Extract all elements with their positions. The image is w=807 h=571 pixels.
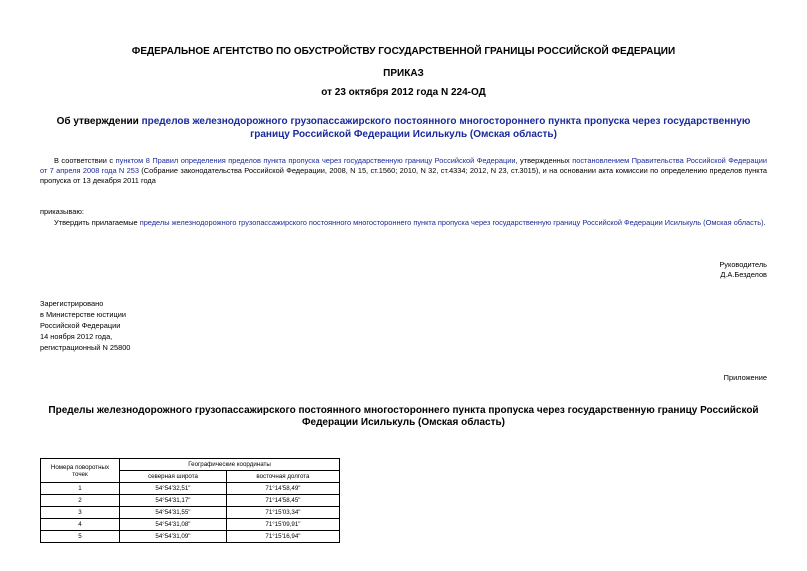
preamble-text-1: В соответствии с (54, 156, 116, 165)
appendix-title: Пределы железнодорожного грузопассажирского постоянного многостороннего пункта пропуска через государственную границу Российской Федерации Исилькуль (Омская область) (48, 405, 759, 428)
registration-line: 14 ноября 2012 года, (40, 332, 113, 341)
signer-name: Д.А.Безделов (720, 270, 767, 279)
latitude-cell: 54°54'32,51" (120, 483, 227, 495)
approve-suffix: . (763, 218, 766, 227)
table-header-row (41, 459, 340, 471)
title-prefix: Об утверждении (56, 116, 142, 127)
table-row (41, 483, 340, 495)
point-number-cell: 2 (41, 495, 120, 507)
header-longitude: восточная долгота (226, 471, 339, 483)
appendix-label: Приложение (723, 373, 767, 382)
order-word: приказываю: (40, 207, 84, 216)
table-row (41, 507, 340, 519)
point-number-cell: 4 (41, 519, 120, 531)
header-point-number: Номера поворотных точек (41, 459, 120, 483)
preamble-text-2: , утвержденных (515, 156, 573, 165)
title-link[interactable]: пределов железнодорожного грузопассажирского постоянного многостороннего пункта пропуска через государственную границу Российской Федерации Исилькуль (Омская область) (141, 116, 751, 140)
preamble-paragraph (40, 156, 767, 186)
latitude-cell: 54°54'31,09" (120, 531, 227, 543)
agency-heading: ФЕДЕРАЛЬНОЕ АГЕНТСТВО ПО ОБУСТРОЙСТВУ ГОСУДАРСТВЕННОЙ ГРАНИЦЫ РОССИЙСКОЙ ФЕДЕРАЦИИ (131, 46, 676, 57)
header-latitude: северная широта (120, 471, 227, 483)
table-row (41, 519, 340, 531)
latitude-cell: 54°54'31,55" (120, 507, 227, 519)
point-number-cell: 3 (41, 507, 120, 519)
document-title (40, 115, 767, 141)
signer-role: Руководитель (719, 260, 767, 269)
registration-line: регистрационный N 25800 (40, 343, 131, 352)
approve-paragraph (54, 218, 774, 227)
longitude-cell: 71°15'03,34" (226, 507, 339, 519)
table-row (41, 495, 340, 507)
doc-date-number: от 23 октября 2012 года N 224-ОД (321, 87, 486, 98)
longitude-cell: 71°14'58,45" (226, 495, 339, 507)
registration-line: Российской Федерации (40, 321, 121, 330)
longitude-cell: 71°14'58,49" (226, 483, 339, 495)
approve-link[interactable]: пределы железнодорожного грузопассажирского постоянного многостороннего пункта пропуска через государственную границу Российской Федерации Исилькуль (Омская область) (139, 218, 764, 227)
point-number-cell: 5 (41, 531, 120, 543)
point-number-cell: 1 (41, 483, 120, 495)
latitude-cell: 54°54'31,08" (120, 519, 227, 531)
doc-type-heading: ПРИКАЗ (383, 68, 424, 79)
header-geo-coordinates: Географические координаты (120, 459, 340, 471)
table-row (41, 531, 340, 543)
registration-line: Зарегистрировано (40, 299, 104, 308)
approve-prefix: Утвердить прилагаемые (54, 218, 140, 227)
latitude-cell: 54°54'31,17" (120, 495, 227, 507)
preamble-text-3: (Собрание законодательства Российской Федерации, 2008, N 15, ст.1560; 2010, N 32, ст.4334; 2012, N 23, ст.3015), и на основании акта комиссии по определению пределов пункта пропуска от 13 декабря 2011 года (40, 166, 767, 185)
rules-link[interactable]: пунктом 8 Правил определения пределов пункта пропуска через государственную границу Российской Федерации (115, 156, 516, 165)
registration-line: в Министерстве юстиции (40, 310, 127, 319)
coordinates-table (40, 458, 340, 543)
longitude-cell: 71°15'09,91" (226, 519, 339, 531)
resolution-link[interactable]: постановлением Правительства Российской Федерации от 7 апреля 2008 года N 253 (40, 156, 768, 175)
longitude-cell: 71°15'16,94" (226, 531, 339, 543)
